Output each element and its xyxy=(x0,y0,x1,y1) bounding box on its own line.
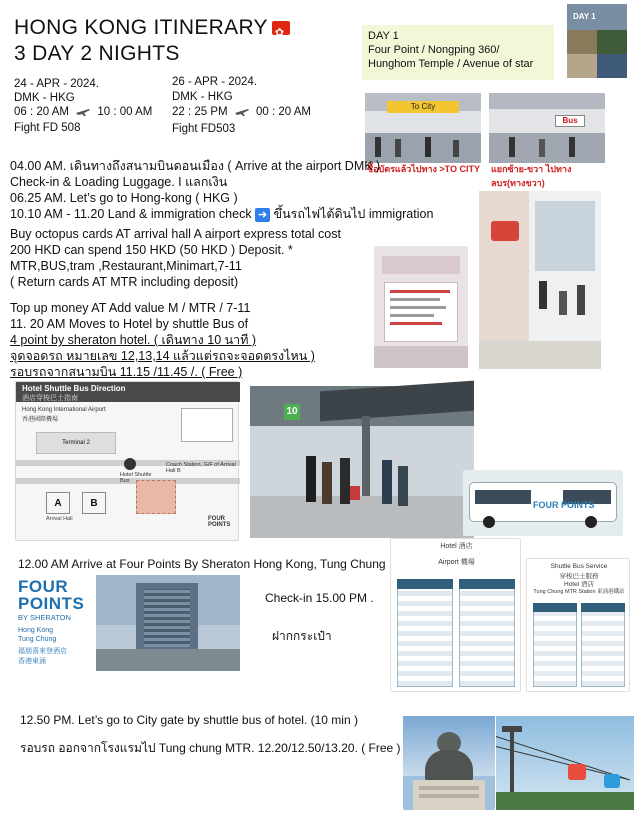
flight-out-date: 24 - APR - 2024. xyxy=(14,78,100,90)
schedule-line: Top up money AT Add value M / MTR / 7-11 xyxy=(10,301,251,315)
logo-zh2: 香港東涌 xyxy=(18,658,46,665)
map-hall-b: B xyxy=(82,492,106,514)
logo-city: Hong Kong xyxy=(18,627,54,634)
flight-out-number: Fight FD 508 xyxy=(14,122,81,134)
schedule-line: Check-in & Loading Luggage. I แลกเงิน xyxy=(10,175,228,189)
airplane-icon xyxy=(234,106,250,117)
arrive-hotel-text: 12.00 AM Arrive at Four Points By Sheraton Hong Kong, Tung Chung xyxy=(18,557,386,571)
hong-kong-flag-icon xyxy=(272,21,290,35)
schedule-line: รอบรถจากสนามบิน 11.15 /11.45 /. ( Free ) xyxy=(10,365,243,379)
map-title-zh: 酒店穿梭巴士指南 xyxy=(22,395,78,402)
title-line1: HONG KONG ITINERARY xyxy=(14,16,268,39)
page-subtitle: 3 DAY 2 NIGHTS xyxy=(14,42,180,65)
map-title-en: Hotel Shuttle Bus Direction xyxy=(22,384,126,393)
day-label: DAY 1 xyxy=(368,30,399,42)
map-terminal: Terminal 2 xyxy=(36,432,116,454)
map-brand: FOUR POINTS xyxy=(208,516,231,528)
flight-out-arr: 10 : 00 AM xyxy=(97,106,153,118)
schedule-line: MTR,BUS,tram ,Restaurant,Minimart,7-11 xyxy=(10,259,242,273)
airport-to-city-photo xyxy=(365,93,481,175)
day1-collage-photo xyxy=(567,4,627,78)
bus-brand: FOUR POINTS xyxy=(533,500,595,510)
timetable2-head1: Shuttle Bus Service xyxy=(550,563,608,570)
logo-points: POINTS xyxy=(18,594,85,613)
airplane-icon xyxy=(75,106,91,117)
flight-back-number: Fight FD503 xyxy=(172,123,236,135)
flight-out-dep: 06 : 20 AM xyxy=(14,106,69,118)
bus-stop-photo xyxy=(250,386,474,538)
flight-back-times xyxy=(172,104,311,120)
flight-out-route: DMK - HKG xyxy=(14,92,75,104)
cable-car-photo xyxy=(496,716,634,810)
flight-back-route: DMK - HKG xyxy=(172,91,233,103)
day-summary-box xyxy=(362,25,554,80)
to-city-caption: ซื้อบัตรแล้วไปทาง >TO CITY xyxy=(367,164,480,174)
map-airport-zh: 香港國際機場 xyxy=(22,417,59,423)
collage-caption: DAY 1 xyxy=(573,12,596,21)
right-arrow-icon: ➜ xyxy=(255,208,270,222)
map-coach-station: Coach Station, G/F of Arrival Hall B xyxy=(166,462,236,474)
map-hall-label: Arrival Hall xyxy=(46,516,73,522)
city-gate-text: 12.50 PM. Let’s go to City gate by shuttle bus of hotel. (10 min ) xyxy=(20,713,358,727)
hotel-shuttle-bus-photo xyxy=(463,470,623,536)
schedule-line: 11. 20 AM Moves to Hotel by shuttle Bus of xyxy=(10,317,249,331)
flight-back-dep: 22 : 25 PM xyxy=(172,106,228,118)
timetable1-head2: Airport 機場 xyxy=(438,559,475,566)
checkin-time: Check-in 15.00 PM . xyxy=(265,591,374,605)
octopus-card-screenshot xyxy=(374,246,468,368)
logo-by: BY SHERATON xyxy=(18,613,71,622)
immigration-text: 10.10 AM - 11.20 Land & immigration check xyxy=(10,207,252,221)
flight-out-times xyxy=(14,104,152,120)
day-line2: Four Point / Nongping 360/ xyxy=(368,44,500,56)
hotel-building-photo xyxy=(96,575,240,671)
schedule-line: ( Return cards AT MTR including deposit) xyxy=(10,275,239,289)
schedule-line: 4 point by sheraton hotel. ( เดินทาง 10 นาที ) xyxy=(10,333,257,347)
schedule-line: 06.25 AM. Let’s go to Hong-kong ( HKG ) xyxy=(10,191,238,205)
schedule-line: Buy octopus cards AT arrival hall A airport express total cost xyxy=(10,227,341,241)
airport-bus-direction-photo xyxy=(489,93,605,188)
airport-shuttle-timetable xyxy=(390,538,521,692)
arrival-hall-photo xyxy=(479,191,601,369)
flight-back-date: 26 - APR - 2024. xyxy=(172,76,258,88)
city-gate-times: รอบรถ ออกจากโรงแรมไป Tung chung MTR. 12.20/12.50/13.20. ( Free ) xyxy=(20,741,401,755)
map-hall-a: A xyxy=(46,492,70,514)
logo-city2: Tung Chung xyxy=(18,636,57,643)
day-line3: Hunghom Temple / Avenue of star xyxy=(368,58,534,70)
timetable1-head1: Hotel 酒店 xyxy=(440,543,473,550)
timetable2-head4: Tung Chung MTR Station 東涌港鐵站 xyxy=(533,589,625,595)
timetable2-head3: Hotel 酒店 xyxy=(564,581,594,588)
logo-zh1: 福朋喜來登酒店 xyxy=(18,648,67,655)
bus-stop-marker-icon xyxy=(124,458,136,470)
to-city-sign: To City xyxy=(387,101,459,113)
timetable2-head2: 穿梭巴士服務 xyxy=(559,573,599,580)
bus-stop-number: 10 xyxy=(284,404,300,420)
map-hotel-bus: Hotel Shuttle Bus xyxy=(120,472,152,484)
schedule-line: 200 HKD can spend 150 HKD (50 HKD ) Deposit. * xyxy=(10,243,293,257)
train-text: ขึ้นรถไฟไต้ดินไป immigration xyxy=(273,207,434,221)
hotel-logo xyxy=(18,578,92,668)
page-title xyxy=(14,15,290,41)
bus-direction-caption: แยกซ้าย-ขวา ไปทางลบร(ทางขวา) xyxy=(491,164,572,188)
logo-four: FOUR xyxy=(18,577,69,596)
flight-back-arr: 00 : 20 AM xyxy=(256,106,312,118)
bus-sign: Bus xyxy=(555,115,585,127)
schedule-line: จุดจอดรถ หมายเลข 12,13,14 แล้วแต่รถจะจอดตรงไหน ) xyxy=(10,349,315,363)
schedule-line: 04.00 AM. เดินทางถึงสนามบินดอนเมือง ( Arrive at the airport DMK ) xyxy=(10,159,381,173)
map-airport-en: Hong Kong International Airport xyxy=(22,407,106,413)
schedule-line xyxy=(10,206,433,223)
big-buddha-photo xyxy=(403,716,495,810)
luggage-storage: ฝากกระเป๋า xyxy=(272,629,332,643)
shuttle-direction-map xyxy=(15,381,239,541)
mtr-shuttle-timetable xyxy=(526,558,630,692)
